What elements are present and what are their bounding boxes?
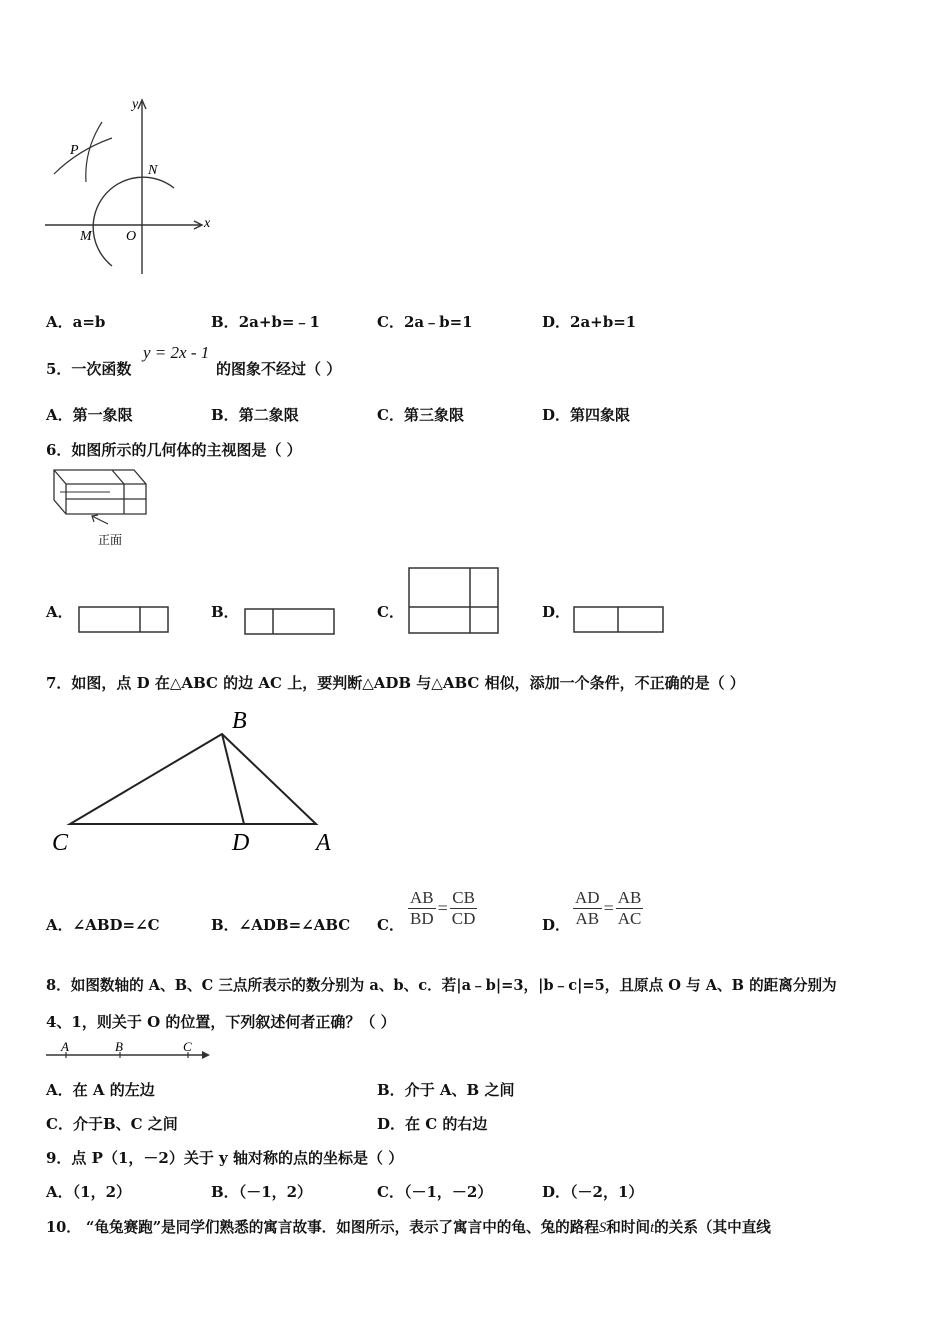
q8-option-a[interactable]: A．在 A 的左边 [46, 1081, 155, 1099]
fraction-cb-cd: $\frac{CB}{CD}$ [451, 888, 476, 928]
label-c: C [52, 830, 69, 856]
q6-option-c-label[interactable]: C． [377, 603, 404, 621]
axis-label-a: A [61, 1040, 69, 1054]
q7-option-c-letter[interactable]: C． [377, 916, 404, 934]
label-m: M [80, 229, 92, 244]
q5-option-b[interactable]: B．第二象限 [211, 406, 299, 424]
q6-stem: 6．如图所示的几何体的主视图是（ ） [46, 441, 302, 459]
q6-option-b-figure[interactable] [244, 608, 336, 636]
q7-option-a[interactable]: A．∠ABD=∠C [46, 916, 160, 934]
q6-option-d-figure[interactable] [573, 606, 665, 634]
q8-stem-line2: 4、1，则关于 O 的位置，下列叙述何者正确？（ ） [46, 1013, 396, 1031]
q8-number-line [44, 1040, 214, 1064]
label-p: P [70, 143, 79, 158]
arc-p-2 [86, 122, 102, 182]
q6-option-c-figure[interactable] [408, 567, 500, 635]
fraction-ad-ab: $\frac{AD}{AB}$ [575, 888, 600, 928]
q4-figure [40, 92, 230, 282]
q5-option-d[interactable]: D．第四象限 [542, 406, 631, 424]
q4-option-a[interactable]: A．a=b [46, 313, 106, 331]
q8-option-b[interactable]: B．介于 A、B 之间 [377, 1081, 515, 1099]
q6-solid-figure [50, 466, 154, 550]
label-y: y [132, 97, 139, 112]
q7-option-d-letter[interactable]: D． [542, 916, 571, 934]
q10-stem: 10． “龟兔赛跑”是同学们熟悉的寓言故事．如图所示，表示了寓言中的龟、兔的路程S和时间t的关系（其中直线 [46, 1219, 771, 1236]
fraction-ab-ac: $\frac{AB}{AC}$ [617, 888, 642, 928]
arc-p-1 [54, 138, 112, 174]
q9-option-b[interactable]: B．（－1，2） [211, 1183, 313, 1201]
q6-option-b-label[interactable]: B． [211, 603, 239, 621]
q8-option-c[interactable]: C．介于B、C 之间 [46, 1115, 178, 1133]
front-arrow [92, 516, 108, 524]
axis-label-b: B [115, 1040, 123, 1054]
q8-option-d[interactable]: D．在 C 的右边 [377, 1115, 488, 1133]
q7-stem: 7．如图，点 D 在△ABC 的边 AC 上，要判断△ADB 与△ABC 相似，添加一个条件，不正确的是（ ） [46, 674, 745, 692]
q9-option-d[interactable]: D．（－2，1） [542, 1183, 644, 1201]
label-x: x [204, 216, 211, 231]
q4-option-d[interactable]: D．2a+b=1 [542, 313, 637, 331]
fraction-ab-bd: $\frac{AB}{BD}$ [410, 888, 434, 928]
axis-label-c: C [183, 1040, 192, 1054]
q9-option-a[interactable]: A．（1，2） [46, 1183, 132, 1201]
q6-option-d-label[interactable]: D． [542, 603, 571, 621]
q8-stem-line1: 8．如图数轴的 A、B、C 三点所表示的数分别为 a、b、c．若|a﹣b|=3，|b﹣c|=5，且原点 O 与 A、B 的距离分别为 [46, 977, 837, 994]
q7-option-b[interactable]: B．∠ADB=∠ABC [211, 916, 351, 934]
arc-center-o [93, 177, 174, 266]
q7-option-c-expression[interactable]: $\frac{AB}{BD}$ = $\frac{CB}{CD}$ [410, 888, 476, 928]
front-label: 正面 [98, 533, 123, 547]
label-n: N [148, 163, 158, 178]
q9-option-c[interactable]: C．（－1，－2） [377, 1183, 493, 1201]
q7-option-d-expression[interactable]: $\frac{AD}{AB}$ = $\frac{AB}{AC}$ [575, 888, 642, 928]
label-o: O [126, 229, 137, 244]
q7-triangle-figure [48, 704, 348, 860]
label-a: A [316, 830, 331, 856]
q5-stem-prefix: 5．一次函数 [46, 360, 132, 378]
label-d: D [232, 830, 250, 856]
q5-option-c[interactable]: C．第三象限 [377, 406, 464, 424]
q4-option-b[interactable]: B．2a+b=﹣1 [211, 313, 320, 331]
q5-stem-suffix: 的图象不经过（ ） [216, 360, 342, 378]
var-t: t [650, 1220, 655, 1236]
q6-option-a-figure[interactable] [78, 606, 170, 634]
q6-option-a-label[interactable]: A． [46, 603, 73, 621]
q5-formula: y = 2x - 1 [143, 343, 210, 362]
q5-option-a[interactable]: A．第一象限 [46, 406, 133, 424]
q4-option-c[interactable]: C．2a﹣b=1 [377, 313, 473, 331]
label-b: B [232, 708, 247, 734]
q9-stem: 9．点 P（1，－2）关于 y 轴对称的点的坐标是（ ） [46, 1149, 404, 1167]
var-s: S [598, 1220, 607, 1236]
